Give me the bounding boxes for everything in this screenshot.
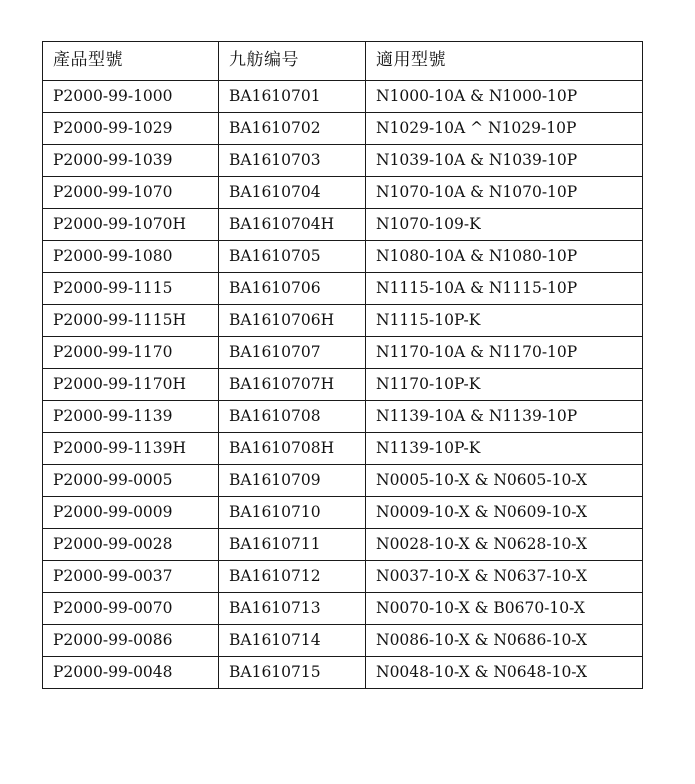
compatible-model-cell: N0048-10-X & N0648-10-X (366, 657, 643, 689)
compatible-model-cell: N0037-10-X & N0637-10-X (366, 561, 643, 593)
table-row (43, 465, 643, 497)
compatible-model-cell: N1039-10A & N1039-10P (366, 145, 643, 177)
table-row (43, 369, 643, 401)
product-model-cell: P2000-99-1070H (43, 209, 219, 241)
compatible-model-cell: N1070-10A & N1070-10P (366, 177, 643, 209)
product-model-cell: P2000-99-1070 (43, 177, 219, 209)
table-row (43, 145, 643, 177)
product-model-cell: P2000-99-0037 (43, 561, 219, 593)
compatible-model-cell: N1080-10A & N1080-10P (366, 241, 643, 273)
table-row (43, 113, 643, 145)
header-jiufang-number: 九舫编号 (219, 42, 366, 81)
table-row (43, 401, 643, 433)
jiufang-number-cell: BA1610701 (219, 81, 366, 113)
table-row (43, 593, 643, 625)
jiufang-number-cell: BA1610708H (219, 433, 366, 465)
compatible-model-cell: N0086-10-X & N0686-10-X (366, 625, 643, 657)
compatible-model-cell: N1000-10A & N1000-10P (366, 81, 643, 113)
table-row (43, 177, 643, 209)
product-model-cell: P2000-99-0070 (43, 593, 219, 625)
jiufang-number-cell: BA1610714 (219, 625, 366, 657)
header-compatible-model: 適用型號 (366, 42, 643, 81)
product-model-cell: P2000-99-0009 (43, 497, 219, 529)
compatible-model-cell: N1139-10P-K (366, 433, 643, 465)
table-row (43, 337, 643, 369)
model-cross-reference-table (42, 41, 643, 689)
product-model-cell: P2000-99-0048 (43, 657, 219, 689)
jiufang-number-cell: BA1610704H (219, 209, 366, 241)
jiufang-number-cell: BA1610709 (219, 465, 366, 497)
jiufang-number-cell: BA1610712 (219, 561, 366, 593)
jiufang-number-cell: BA1610711 (219, 529, 366, 561)
table-row (43, 497, 643, 529)
jiufang-number-cell: BA1610713 (219, 593, 366, 625)
product-model-cell: P2000-99-1139H (43, 433, 219, 465)
compatible-model-cell: N1139-10A & N1139-10P (366, 401, 643, 433)
table-row (43, 529, 643, 561)
table-body (43, 81, 643, 689)
jiufang-number-cell: BA1610706 (219, 273, 366, 305)
table-row (43, 433, 643, 465)
compatible-model-cell: N0028-10-X & N0628-10-X (366, 529, 643, 561)
product-model-cell: P2000-99-1000 (43, 81, 219, 113)
jiufang-number-cell: BA1610704 (219, 177, 366, 209)
jiufang-number-cell: BA1610707H (219, 369, 366, 401)
product-model-cell: P2000-99-1115 (43, 273, 219, 305)
jiufang-number-cell: BA1610708 (219, 401, 366, 433)
product-model-cell: P2000-99-1170H (43, 369, 219, 401)
table-row (43, 657, 643, 689)
compatible-model-cell: N0005-10-X & N0605-10-X (366, 465, 643, 497)
compatible-model-cell: N0009-10-X & N0609-10-X (366, 497, 643, 529)
table-row (43, 625, 643, 657)
product-model-cell: P2000-99-1039 (43, 145, 219, 177)
table-row (43, 241, 643, 273)
product-model-cell: P2000-99-1170 (43, 337, 219, 369)
jiufang-number-cell: BA1610705 (219, 241, 366, 273)
jiufang-number-cell: BA1610715 (219, 657, 366, 689)
compatible-model-cell: N1070-109-K (366, 209, 643, 241)
jiufang-number-cell: BA1610706H (219, 305, 366, 337)
compatible-model-cell: N0070-10-X & B0670-10-X (366, 593, 643, 625)
table-row (43, 561, 643, 593)
compatible-model-cell: N1115-10P-K (366, 305, 643, 337)
table-row (43, 273, 643, 305)
compatible-model-cell: N1170-10P-K (366, 369, 643, 401)
product-model-cell: P2000-99-1029 (43, 113, 219, 145)
product-model-cell: P2000-99-0005 (43, 465, 219, 497)
jiufang-number-cell: BA1610703 (219, 145, 366, 177)
table-row (43, 209, 643, 241)
table-header (43, 42, 643, 81)
table-row (43, 305, 643, 337)
compatible-model-cell: N1029-10A ^ N1029-10P (366, 113, 643, 145)
jiufang-number-cell: BA1610707 (219, 337, 366, 369)
header-row (43, 42, 643, 81)
jiufang-number-cell: BA1610702 (219, 113, 366, 145)
product-model-cell: P2000-99-1139 (43, 401, 219, 433)
header-product-model: 產品型號 (43, 42, 219, 81)
product-model-cell: P2000-99-1115H (43, 305, 219, 337)
table-row (43, 81, 643, 113)
product-model-cell: P2000-99-0028 (43, 529, 219, 561)
compatible-model-cell: N1170-10A & N1170-10P (366, 337, 643, 369)
compatible-model-cell: N1115-10A & N1115-10P (366, 273, 643, 305)
product-model-cell: P2000-99-1080 (43, 241, 219, 273)
product-model-cell: P2000-99-0086 (43, 625, 219, 657)
jiufang-number-cell: BA1610710 (219, 497, 366, 529)
